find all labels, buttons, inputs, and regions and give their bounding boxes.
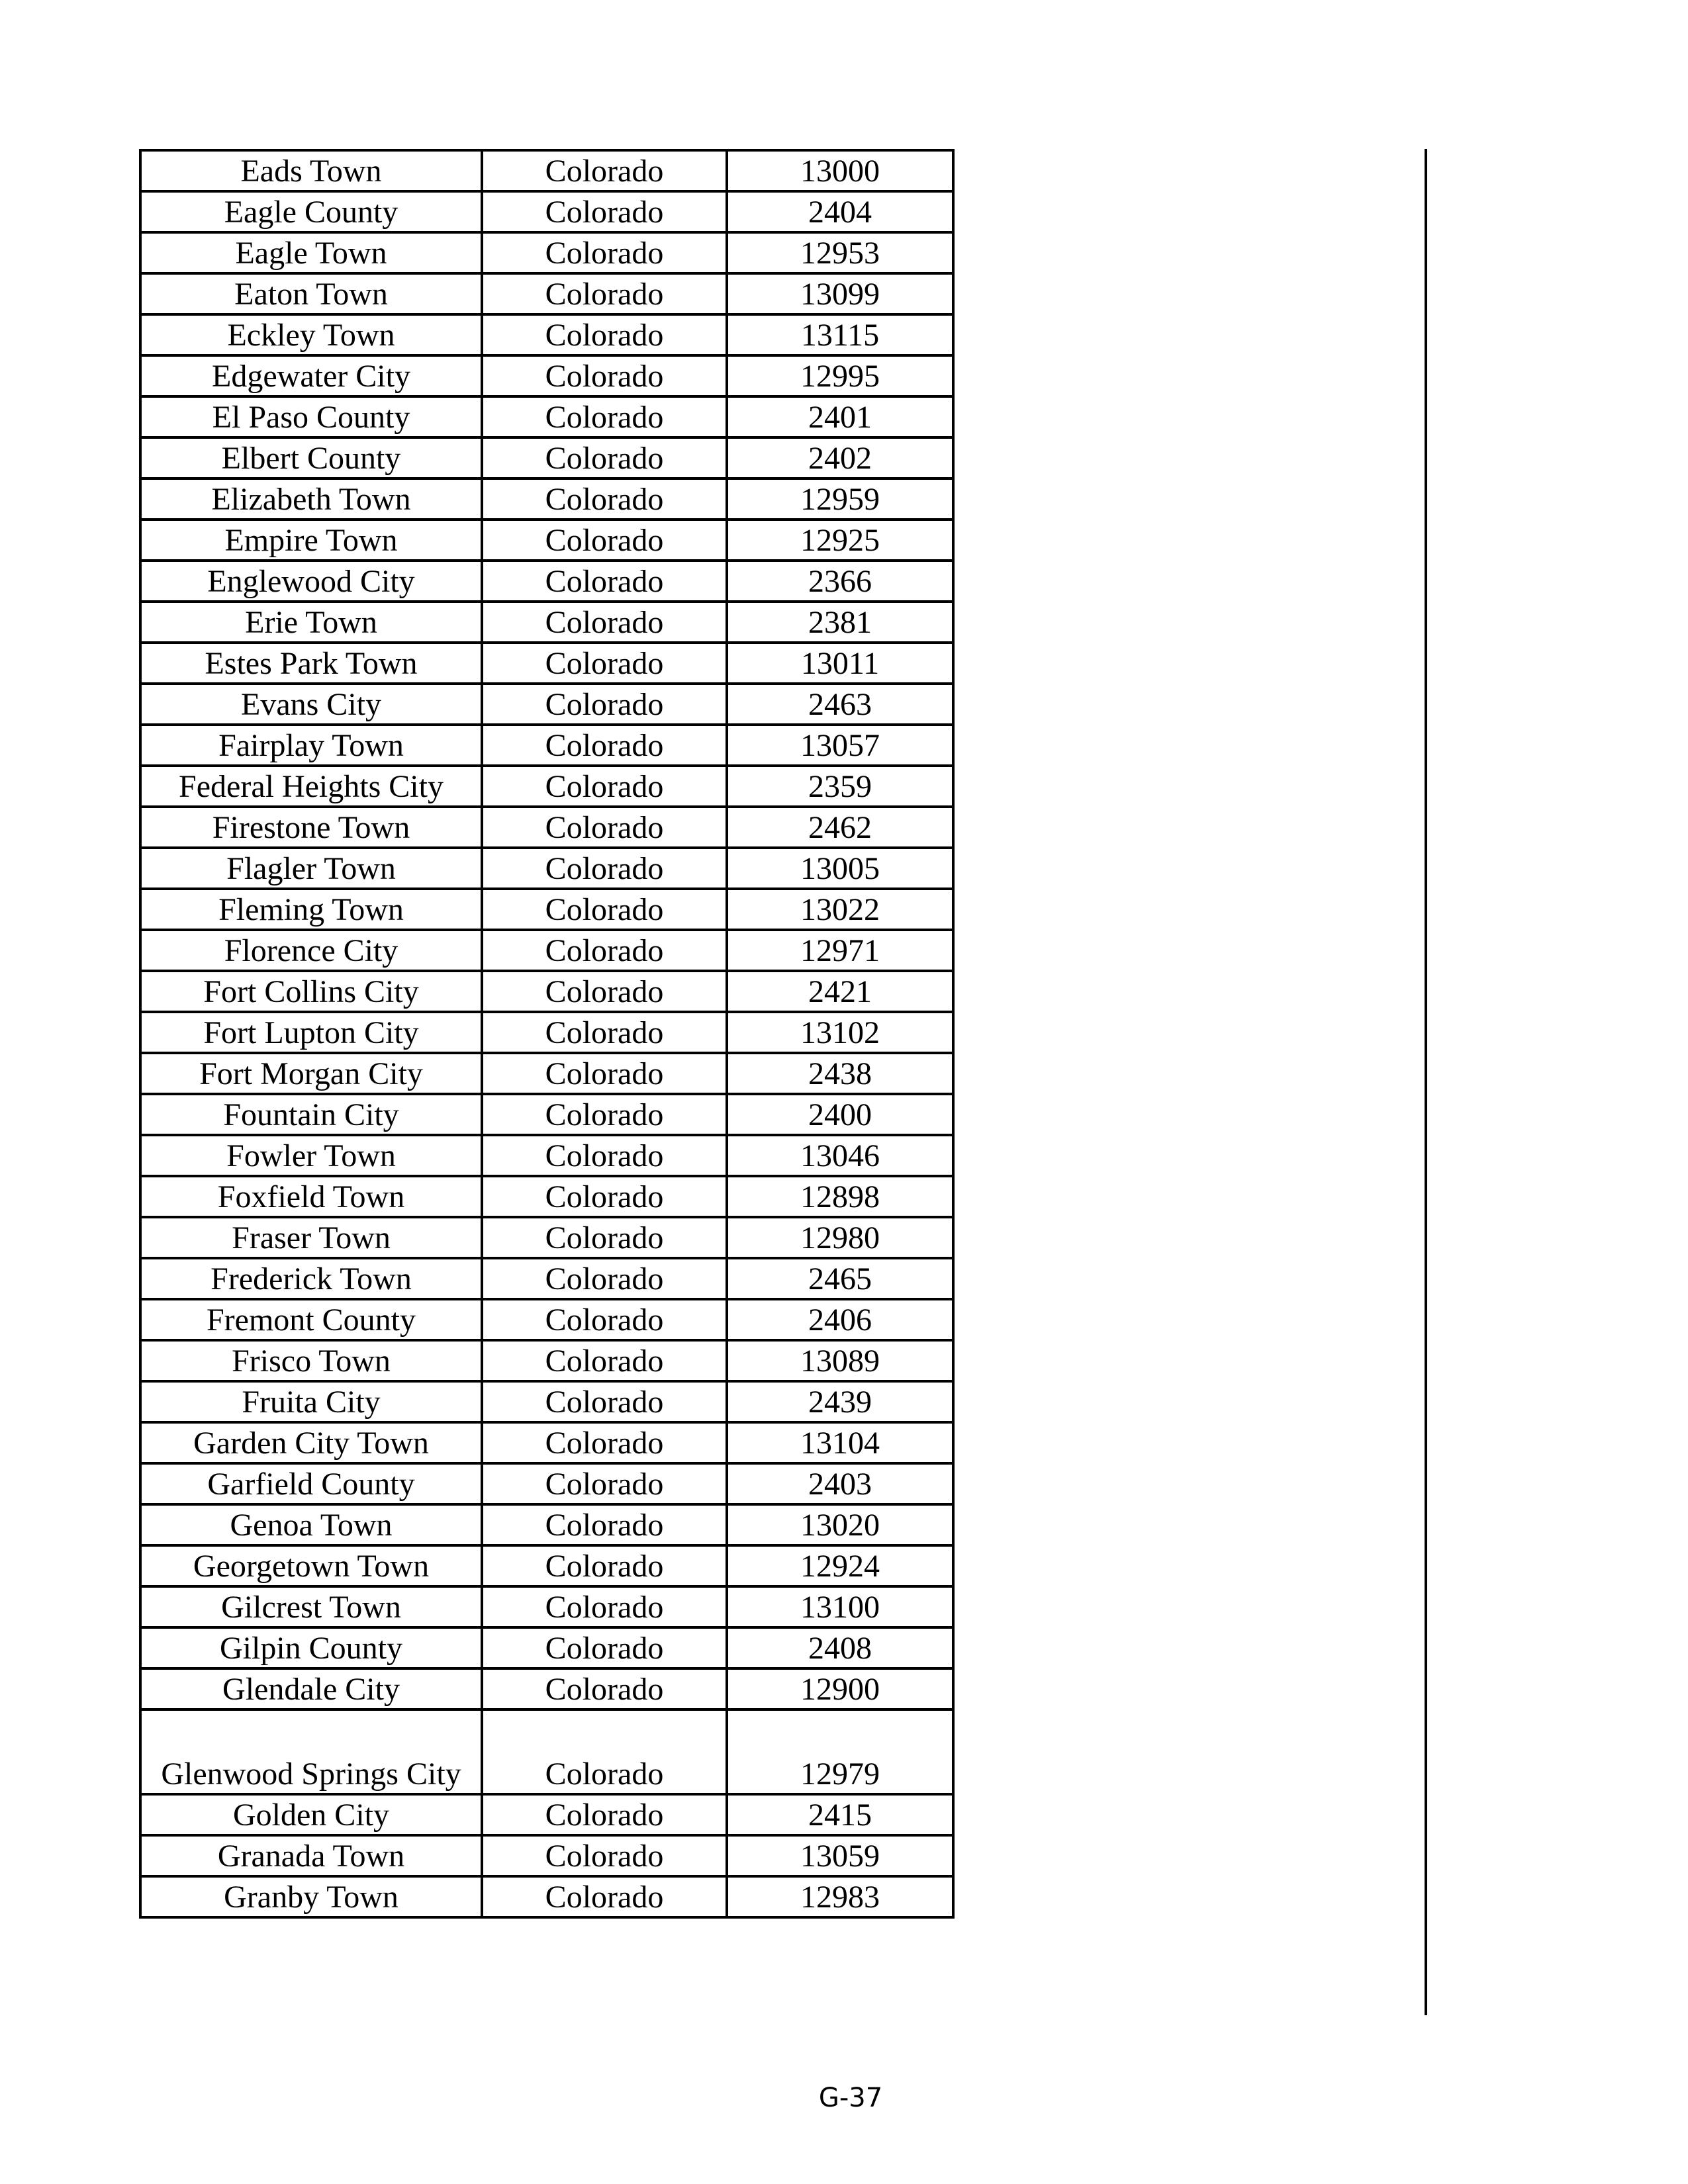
entity-name-cell-text: Flagler Town (226, 851, 396, 886)
state-cell-text: Colorado (545, 646, 664, 681)
code-cell (727, 561, 953, 602)
state-cell-text: Colorado (545, 1590, 664, 1625)
state-cell-text: Colorado (545, 441, 664, 476)
state-cell (482, 848, 727, 889)
code-cell (727, 1422, 953, 1463)
state-cell-text: Colorado (545, 1426, 664, 1461)
state-cell (482, 1012, 727, 1053)
code-cell-text: 2415 (808, 1797, 872, 1833)
code-cell-text: 13020 (800, 1508, 880, 1543)
entity-name-cell (140, 1012, 482, 1053)
entity-name-cell-text: Granada Town (217, 1839, 405, 1874)
code-cell-text: 12953 (800, 236, 880, 271)
code-cell (727, 314, 953, 355)
state-cell-text: Colorado (545, 687, 664, 722)
state-cell-text: Colorado (545, 728, 664, 763)
code-cell-text: 12925 (800, 523, 880, 558)
table-body (140, 150, 953, 1917)
state-cell (482, 1381, 727, 1422)
state-cell (482, 684, 727, 725)
state-cell (482, 930, 727, 971)
table-row (140, 1340, 953, 1381)
entity-name-cell (140, 643, 482, 684)
code-cell-text: 12979 (800, 1756, 880, 1792)
state-cell-text: Colorado (545, 195, 664, 230)
state-cell-text: Colorado (545, 236, 664, 271)
table-row (140, 355, 953, 396)
entity-name-cell (140, 1835, 482, 1876)
entity-name-cell-text: Fort Collins City (203, 974, 419, 1009)
entity-name-cell-text: Elbert County (221, 441, 401, 476)
entity-name-cell (140, 602, 482, 643)
code-cell-text: 2366 (808, 564, 872, 599)
state-cell-text: Colorado (545, 1385, 664, 1420)
state-cell-text: Colorado (545, 1179, 664, 1214)
code-cell (727, 478, 953, 520)
state-cell-text: Colorado (545, 974, 664, 1009)
state-cell (482, 150, 727, 191)
table-row (140, 561, 953, 602)
table-row (140, 1094, 953, 1135)
code-cell-text: 13059 (800, 1839, 880, 1874)
entity-name-cell-text: Fraser Town (232, 1220, 391, 1255)
state-cell (482, 1627, 727, 1668)
code-cell-text: 2401 (808, 400, 872, 435)
state-cell-text: Colorado (545, 933, 664, 968)
code-cell (727, 1668, 953, 1709)
table-row (140, 1176, 953, 1217)
table-row (140, 930, 953, 971)
table-row (140, 643, 953, 684)
table-row (140, 807, 953, 848)
state-cell-text: Colorado (545, 892, 664, 927)
code-cell-text: 13046 (800, 1138, 880, 1173)
entity-name-cell-text: Federal Heights City (179, 769, 444, 804)
entity-name-cell (140, 1627, 482, 1668)
entity-name-cell-text: Evans City (241, 687, 381, 722)
table-row (140, 889, 953, 930)
state-cell (482, 355, 727, 396)
code-cell-text: 2402 (808, 441, 872, 476)
entity-name-cell (140, 1504, 482, 1545)
entity-name-cell-text: Gilpin County (219, 1631, 403, 1666)
code-cell (727, 1794, 953, 1835)
entity-name-cell (140, 314, 482, 355)
entity-name-cell (140, 889, 482, 930)
state-cell (482, 1053, 727, 1094)
state-cell (482, 1463, 727, 1504)
state-cell-text: Colorado (545, 1097, 664, 1132)
entity-name-cell-text: Golden City (233, 1797, 389, 1833)
table-row (140, 848, 953, 889)
entity-name-cell (140, 1668, 482, 1709)
state-cell (482, 1299, 727, 1340)
code-cell-text: 12959 (800, 482, 880, 517)
table-row (140, 1876, 953, 1917)
table-row (140, 437, 953, 478)
entity-name-cell-text: Fairplay Town (218, 728, 404, 763)
state-cell (482, 273, 727, 314)
entity-name-cell-text: Fleming Town (218, 892, 404, 927)
code-cell (727, 396, 953, 437)
state-cell (482, 1422, 727, 1463)
state-cell (482, 766, 727, 807)
table-row (140, 1794, 953, 1835)
state-cell (482, 232, 727, 273)
entity-name-cell (140, 807, 482, 848)
code-cell-text: 12971 (800, 933, 880, 968)
state-cell-text: Colorado (545, 1467, 664, 1502)
code-cell-text: 2403 (808, 1467, 872, 1502)
code-cell (727, 1504, 953, 1545)
code-cell-text: 2439 (808, 1385, 872, 1420)
code-cell-text: 2421 (808, 974, 872, 1009)
code-cell-text: 12980 (800, 1220, 880, 1255)
state-cell-text: Colorado (545, 769, 664, 804)
code-cell (727, 971, 953, 1012)
state-cell-text: Colorado (545, 564, 664, 599)
code-cell-text: 13022 (800, 892, 880, 927)
state-cell (482, 602, 727, 643)
code-cell (727, 766, 953, 807)
state-cell (482, 1545, 727, 1586)
entity-name-cell-text: Granby Town (224, 1880, 399, 1915)
code-cell-text: 13099 (800, 277, 880, 312)
table-row (140, 766, 953, 807)
code-cell-text: 13005 (800, 851, 880, 886)
state-cell-text: Colorado (545, 482, 664, 517)
entity-name-cell-text: Erie Town (245, 605, 377, 640)
entity-name-cell-text: Fruita City (242, 1385, 381, 1420)
entity-name-cell-text: Edgewater City (212, 359, 410, 394)
state-cell-text: Colorado (545, 1343, 664, 1379)
code-cell (727, 1176, 953, 1217)
state-cell-text: Colorado (545, 810, 664, 845)
state-cell (482, 1835, 727, 1876)
code-cell-text: 2462 (808, 810, 872, 845)
code-cell-text: 12995 (800, 359, 880, 394)
entity-name-cell-text: Genoa Town (230, 1508, 393, 1543)
code-cell (727, 889, 953, 930)
state-cell (482, 889, 727, 930)
table-row (140, 1463, 953, 1504)
state-cell-text: Colorado (545, 318, 664, 353)
table-row (140, 1258, 953, 1299)
right-margin-rule (1425, 149, 1427, 2015)
state-cell (482, 396, 727, 437)
table-row (140, 191, 953, 232)
table-row (140, 1668, 953, 1709)
code-cell-text: 12898 (800, 1179, 880, 1214)
entity-name-cell (140, 1053, 482, 1094)
table-row (140, 1299, 953, 1340)
entity-name-cell (140, 766, 482, 807)
entity-name-cell (140, 1586, 482, 1627)
state-cell (482, 971, 727, 1012)
state-cell (482, 478, 727, 520)
state-cell-text: Colorado (545, 1508, 664, 1543)
entity-name-cell (140, 232, 482, 273)
code-cell-text: 12900 (800, 1672, 880, 1707)
entity-name-cell (140, 1381, 482, 1422)
table-row (140, 1217, 953, 1258)
table-row (140, 1053, 953, 1094)
entity-name-cell (140, 684, 482, 725)
code-cell-text: 2404 (808, 195, 872, 230)
code-cell (727, 1299, 953, 1340)
entity-name-cell-text: Elizabeth Town (211, 482, 411, 517)
entity-name-cell-text: Firestone Town (212, 810, 410, 845)
entity-name-cell (140, 1545, 482, 1586)
page-number: G-37 (818, 2083, 883, 2113)
entity-name-cell-text: Garfield County (207, 1467, 415, 1502)
table-row (140, 1504, 953, 1545)
code-cell (727, 1217, 953, 1258)
entity-name-cell (140, 1876, 482, 1917)
state-cell-text: Colorado (545, 1839, 664, 1874)
entity-name-cell-text: Foxfield Town (217, 1179, 405, 1214)
entity-name-cell (140, 1176, 482, 1217)
state-cell-text: Colorado (545, 154, 664, 189)
entity-name-cell (140, 561, 482, 602)
state-cell (482, 1135, 727, 1176)
table-row (140, 684, 953, 725)
state-cell-text: Colorado (545, 1549, 664, 1584)
state-cell-text: Colorado (545, 605, 664, 640)
code-cell-text: 2406 (808, 1302, 872, 1338)
entity-name-cell (140, 725, 482, 766)
table-row (140, 520, 953, 561)
entity-name-cell (140, 1340, 482, 1381)
state-cell-text: Colorado (545, 277, 664, 312)
code-cell-text: 13011 (800, 646, 880, 681)
state-cell-text: Colorado (545, 1220, 664, 1255)
state-cell (482, 561, 727, 602)
entity-name-cell-text: Fowler Town (226, 1138, 396, 1173)
table-row (140, 273, 953, 314)
code-cell (727, 848, 953, 889)
code-cell-text: 2381 (808, 605, 872, 640)
state-cell-text: Colorado (545, 851, 664, 886)
code-cell-text: 13115 (800, 318, 880, 353)
state-cell (482, 643, 727, 684)
state-cell-text: Colorado (545, 1756, 664, 1792)
code-cell-text: 12924 (800, 1549, 880, 1584)
entity-name-cell (140, 930, 482, 971)
code-cell (727, 520, 953, 561)
code-cell (727, 191, 953, 232)
code-cell (727, 1012, 953, 1053)
state-cell (482, 314, 727, 355)
entity-name-cell (140, 478, 482, 520)
entity-name-cell (140, 150, 482, 191)
table-row (140, 478, 953, 520)
entity-name-cell-text: El Paso County (212, 400, 410, 435)
entity-name-cell (140, 1135, 482, 1176)
table-row (140, 725, 953, 766)
code-cell (727, 150, 953, 191)
entity-name-cell (140, 1094, 482, 1135)
entity-name-cell-text: Frisco Town (232, 1343, 391, 1379)
code-cell-text: 13100 (800, 1590, 880, 1625)
entity-name-cell-text: Glendale City (222, 1672, 400, 1707)
code-cell (727, 273, 953, 314)
table-row (140, 232, 953, 273)
entity-name-cell-text: Garden City Town (193, 1426, 429, 1461)
table-row (140, 1545, 953, 1586)
entity-name-cell (140, 1217, 482, 1258)
table-row (140, 396, 953, 437)
table-row (140, 1709, 953, 1794)
entity-name-cell (140, 437, 482, 478)
entity-name-cell (140, 1463, 482, 1504)
state-cell-text: Colorado (545, 359, 664, 394)
code-cell (727, 1545, 953, 1586)
table-row (140, 1135, 953, 1176)
state-cell-text: Colorado (545, 400, 664, 435)
state-cell (482, 1176, 727, 1217)
code-cell (727, 232, 953, 273)
entity-name-cell-text: Florence City (224, 933, 399, 968)
entity-name-cell (140, 1422, 482, 1463)
code-cell (727, 1135, 953, 1176)
state-cell (482, 520, 727, 561)
code-cell-text: 2463 (808, 687, 872, 722)
entity-name-cell (140, 396, 482, 437)
state-cell (482, 1504, 727, 1545)
entity-name-cell-text: Eagle Town (235, 236, 387, 271)
state-cell-text: Colorado (545, 1056, 664, 1091)
state-cell (482, 1258, 727, 1299)
entity-name-cell (140, 1794, 482, 1835)
table-row (140, 314, 953, 355)
state-cell (482, 807, 727, 848)
code-cell (727, 1835, 953, 1876)
entity-name-cell (140, 520, 482, 561)
code-cell (727, 1094, 953, 1135)
entity-name-cell-text: Englewood City (207, 564, 415, 599)
table-row (140, 1586, 953, 1627)
state-cell (482, 1094, 727, 1135)
entity-name-cell (140, 191, 482, 232)
code-cell (727, 684, 953, 725)
entity-name-cell (140, 355, 482, 396)
code-cell (727, 1381, 953, 1422)
code-cell (727, 355, 953, 396)
state-cell (482, 1340, 727, 1381)
code-cell (727, 725, 953, 766)
state-cell (482, 191, 727, 232)
code-cell (727, 437, 953, 478)
code-cell (727, 1258, 953, 1299)
state-cell-text: Colorado (545, 1261, 664, 1297)
entity-name-cell-text: Gilcrest Town (221, 1590, 401, 1625)
entity-name-cell (140, 971, 482, 1012)
code-cell (727, 643, 953, 684)
code-cell-text: 2359 (808, 769, 872, 804)
state-cell-text: Colorado (545, 1672, 664, 1707)
code-cell-text: 13057 (800, 728, 880, 763)
code-cell-text: 2465 (808, 1261, 872, 1297)
code-cell (727, 602, 953, 643)
state-cell (482, 1794, 727, 1835)
state-cell-text: Colorado (545, 1631, 664, 1666)
code-cell (727, 1586, 953, 1627)
table-row (140, 150, 953, 191)
state-cell-text: Colorado (545, 1880, 664, 1915)
code-cell-text: 12983 (800, 1880, 880, 1915)
state-cell-text: Colorado (545, 1797, 664, 1833)
state-cell-text: Colorado (545, 1138, 664, 1173)
code-cell (727, 930, 953, 971)
code-cell (727, 1709, 953, 1794)
entity-name-cell-text: Eaton Town (234, 277, 388, 312)
table-row (140, 971, 953, 1012)
table-row (140, 1012, 953, 1053)
entity-name-cell (140, 848, 482, 889)
entity-name-cell-text: Eckley Town (227, 318, 395, 353)
entity-name-cell (140, 273, 482, 314)
state-cell-text: Colorado (545, 1015, 664, 1050)
table-row (140, 1835, 953, 1876)
code-cell-text: 13089 (800, 1343, 880, 1379)
entity-name-cell-text: Georgetown Town (193, 1549, 430, 1584)
state-cell (482, 1668, 727, 1709)
entity-name-cell-text: Fort Lupton City (203, 1015, 419, 1050)
entity-name-cell (140, 1299, 482, 1340)
code-cell-text: 13000 (800, 154, 880, 189)
entity-name-cell-text: Fountain City (223, 1097, 399, 1132)
entity-name-cell-text: Fort Morgan City (199, 1056, 423, 1091)
code-cell-text: 2400 (808, 1097, 872, 1132)
entity-table (139, 149, 955, 1919)
entity-name-cell-text: Glenwood Springs City (161, 1756, 461, 1792)
entity-name-cell (140, 1258, 482, 1299)
state-cell (482, 1586, 727, 1627)
table-row (140, 1627, 953, 1668)
state-cell (482, 437, 727, 478)
code-cell-text: 2408 (808, 1631, 872, 1666)
table-row (140, 1381, 953, 1422)
code-cell (727, 1053, 953, 1094)
state-cell (482, 725, 727, 766)
state-cell-text: Colorado (545, 523, 664, 558)
state-cell-text: Colorado (545, 1302, 664, 1338)
code-cell (727, 807, 953, 848)
entity-name-cell-text: Empire Town (224, 523, 398, 558)
entity-name-cell-text: Eads Town (240, 154, 382, 189)
entity-name-cell-text: Eagle County (224, 195, 399, 230)
code-cell (727, 1463, 953, 1504)
code-cell-text: 13104 (800, 1426, 880, 1461)
state-cell (482, 1217, 727, 1258)
table-row (140, 1422, 953, 1463)
entity-name-cell-text: Fremont County (206, 1302, 416, 1338)
entity-name-cell (140, 1709, 482, 1794)
code-cell-text: 13102 (800, 1015, 880, 1050)
code-cell (727, 1627, 953, 1668)
entity-name-cell-text: Frederick Town (211, 1261, 412, 1297)
entity-name-cell-text: Estes Park Town (205, 646, 418, 681)
table-row (140, 602, 953, 643)
code-cell-text: 2438 (808, 1056, 872, 1091)
state-cell (482, 1876, 727, 1917)
code-cell (727, 1340, 953, 1381)
state-cell (482, 1709, 727, 1794)
code-cell (727, 1876, 953, 1917)
